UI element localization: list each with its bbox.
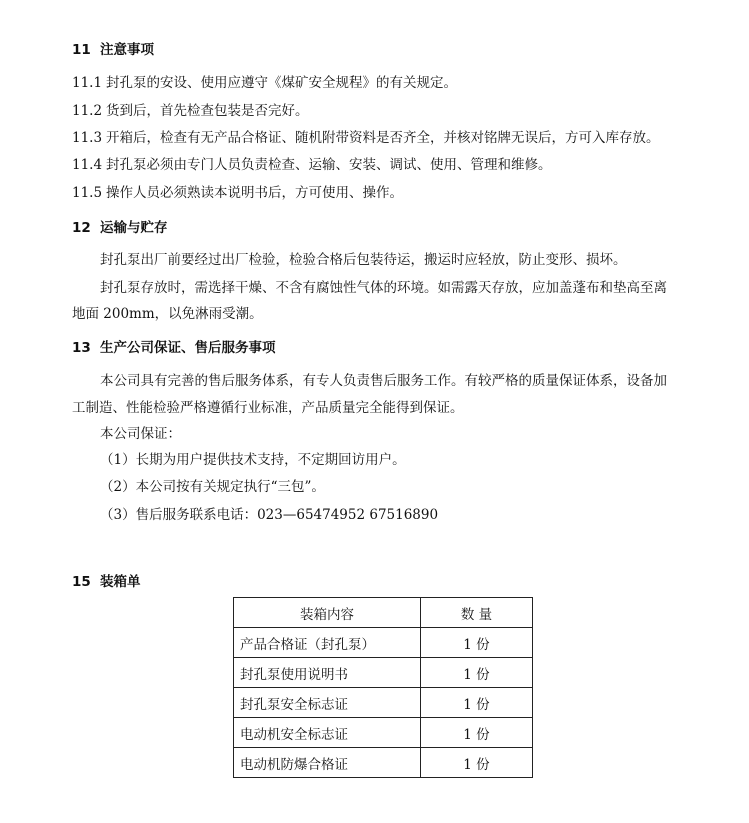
column-header-contents: 装箱内容 [234, 598, 421, 628]
section-12-heading [72, 216, 168, 236]
table-cell-quantity: 1 份 [421, 658, 533, 688]
list-item [72, 181, 403, 201]
column-header-quantity: 数 量 [421, 598, 533, 628]
item-text: 封孔泵的安设、使用应遵守《煤矿安全规程》的有关规定。 [106, 75, 457, 91]
list-item [72, 99, 309, 119]
section-number: 15 [72, 574, 91, 590]
paragraph-continued: 地面 200mm，以免淋雨受潮。 [72, 306, 263, 322]
item-number: 11.4 [72, 157, 103, 173]
table-row [234, 658, 533, 688]
table-cell-quantity: 1 份 [421, 718, 533, 748]
table-cell-item: 封孔泵安全标志证 [234, 688, 421, 718]
table-row [234, 748, 533, 778]
table-cell-item: 电动机安全标志证 [234, 718, 421, 748]
item-number: 11.5 [72, 185, 103, 201]
packing-list-table [233, 597, 533, 778]
table-cell-quantity: 1 份 [421, 628, 533, 658]
section-title: 装箱单 [100, 574, 141, 590]
paragraph-continued: 工制造、性能检验严格遵循行业标准，产品质量完全能得到保证。 [72, 400, 464, 416]
table-cell-item: 产品合格证（封孔泵） [234, 628, 421, 658]
table-cell-item: 电动机防爆合格证 [234, 748, 421, 778]
guarantee-intro: 本公司保证： [100, 426, 181, 442]
guarantee-item: （2）本公司按有关规定执行“三包”。 [100, 479, 325, 495]
section-number: 13 [72, 340, 91, 356]
guarantee-item-phone: （3）售后服务联系电话：023—65474952 67516890 [100, 507, 439, 523]
item-text: 操作人员必须熟读本说明书后，方可使用、操作。 [106, 185, 403, 201]
section-number: 11 [72, 42, 91, 58]
table-cell-quantity: 1 份 [421, 748, 533, 778]
item-number: 11.3 [72, 130, 103, 146]
section-15-heading [72, 570, 141, 590]
list-item [72, 126, 660, 146]
list-item [72, 153, 552, 173]
table-row [234, 628, 533, 658]
paragraph: 本公司具有完善的售后服务体系，有专人负责售后服务工作。有较严格的质量保证体系，设备加 [100, 373, 667, 389]
table-cell-item: 封孔泵使用说明书 [234, 658, 421, 688]
table-row [234, 718, 533, 748]
paragraph: 封孔泵存放时，需选择干燥、不含有腐蚀性气体的环境。如需露天存放，应加盖蓬布和垫高至离 [100, 280, 667, 296]
paragraph: 封孔泵出厂前要经过出厂检验，检验合格后包装待运，搬运时应轻放，防止变形、损坏。 [100, 252, 627, 268]
guarantee-item: （1）长期为用户提供技术支持，不定期回访用户。 [100, 452, 406, 468]
section-11-heading [72, 38, 154, 58]
item-text: 开箱后，检查有无产品合格证、随机附带资料是否齐全，并核对铭牌无误后，方可入库存放。 [106, 130, 660, 146]
section-title: 注意事项 [100, 42, 154, 58]
section-title: 生产公司保证、售后服务事项 [100, 340, 276, 356]
item-number: 11.1 [72, 75, 103, 91]
item-text: 货到后，首先检查包装是否完好。 [106, 103, 309, 119]
item-text: 封孔泵必须由专门人员负责检查、运输、安装、调试、使用、管理和维修。 [106, 157, 552, 173]
section-number: 12 [72, 220, 91, 236]
section-title: 运输与贮存 [100, 220, 168, 236]
table-row [234, 688, 533, 718]
table-header-row [234, 598, 533, 628]
section-13-heading [72, 336, 276, 356]
item-number: 11.2 [72, 103, 103, 119]
list-item [72, 71, 457, 91]
table-cell-quantity: 1 份 [421, 688, 533, 718]
